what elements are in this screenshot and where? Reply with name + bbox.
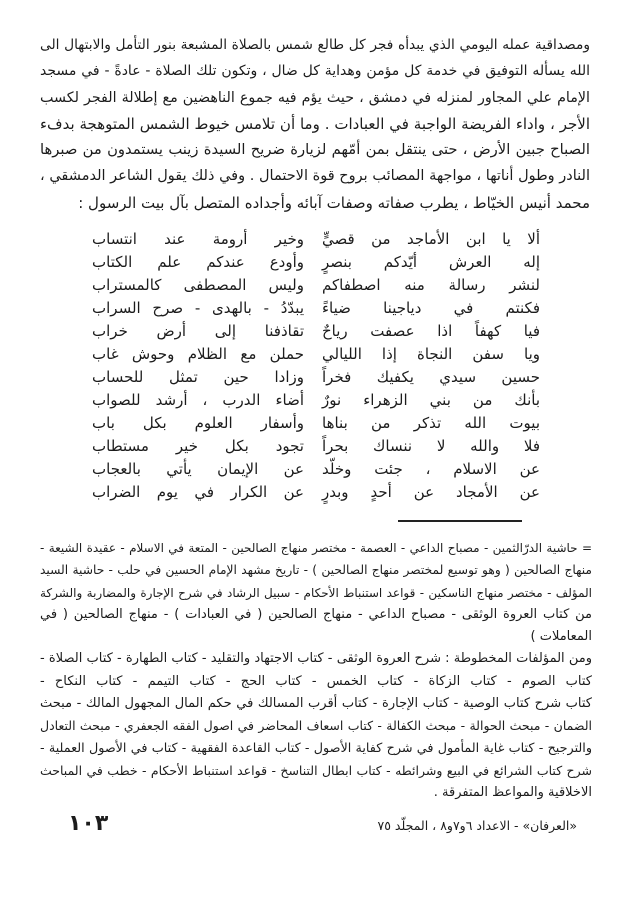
paragraph-line: النادر وطول أناتها ، مواجهة المصائب بروح قوة الاحتمال . وفي ذلك يقول الشاعر الدمشقي ،: [40, 168, 590, 185]
poem-first-hemistich: عن الاسلام ، جئت وخلّد: [322, 460, 540, 478]
footnote-line: كتاب شرح كتاب الوصية - كتاب الإجارة - كتاب أقرب المسالك في حكم المال المجهول المالك - مبحث: [40, 696, 592, 712]
footnote-line: شرح كتاب الشرائع في البيع وشرائطه - كتاب ابطال التناسخ - قواعد استنباط الأحكام - خطب في المباحث: [40, 762, 592, 778]
paragraph-line: محمد أنيس الخيّاط ، يطرب صفاته وصفات آبائه وأجداده المتصل بآل بيت الرسول :: [78, 193, 590, 212]
paragraph-line: ومصداقية عمله اليومي الذي يبدأه فجر كل طالع شمس بالصلاة المشبعة بنور التأمل والابتهال الى: [40, 37, 590, 53]
footnote-separator: [398, 520, 522, 522]
poem-verse: [92, 412, 540, 435]
poem-first-hemistich: فيا كهفاً اذا عصفت رياحٌ: [322, 322, 540, 340]
poem-second-hemistich: تجود بكل خير مستطاب: [92, 437, 304, 455]
poem-first-hemistich: فلا والله لا ننساك بحراً: [322, 437, 540, 455]
page-number: ١٠٣: [68, 811, 109, 836]
poem-verse: [92, 320, 540, 343]
poem-first-hemistich: فكنتم في دياجينا ضياءً: [322, 299, 540, 317]
footnote-line: ومن المؤلفات المخطوطة : شرح العروة الوثقى - كتاب الاجتهاد والتقليد - كتاب الطهارة - كتاب الصلاة -: [40, 651, 592, 667]
poem-verse: [92, 435, 540, 458]
poem-second-hemistich: أضاء الدرب ، أرشد للصواب: [92, 391, 304, 409]
journal-citation: «العرفان» - الاعداد ٦و٧و٨ ، المجلّد ٧٥: [377, 818, 577, 833]
poem-second-hemistich: وخير أرومة عند انتساب: [92, 230, 304, 248]
poem-first-hemistich: لنشر رسالة منه اصطفاكم: [322, 276, 540, 294]
poem-verse: [92, 343, 540, 366]
poem-first-hemistich: بيوت الله تذكر من بناها: [322, 414, 540, 432]
poem-verse: [92, 389, 540, 412]
poem-second-hemistich: وأودع عندكم علم الكتاب: [92, 253, 304, 271]
footnote-line: كتاب الصوم - كتاب الزكاة - كتاب الخمس - كتاب الحج - كتاب التيمم - كتاب النكاح -: [40, 673, 592, 689]
poem-second-hemistich: وليس المصطفى كالمستراب: [92, 276, 304, 294]
paragraph-line: الصباح جبين الأرض ، حتى ينتقل بمن أمّهم لزيارة ضريح السيدة زينب يستمدون من صبرها: [40, 141, 590, 159]
footnote-line: المؤلف - مختصر منهاج الناسكين - قواعد استنباط الأحكام - سبيل الرشاد في شرح الإجارة والمضاربة والشركة: [40, 585, 592, 600]
footnote-line: منهاج الصالحين ( وهو توسيع لمختصر منهاج الصالحين ) - تاريخ مشهد الإمام الحسين في حلب - حاشية السيد: [40, 563, 592, 578]
poem-first-hemistich: ويا سفن النجاة إذا الليالي: [322, 345, 540, 363]
footnote-line: والترجيح - كتاب غاية المأمول في شرح كفاية الأصول - كتاب القاعدة الفقهية - كتاب في الأصول العملية -: [40, 740, 592, 756]
poem-first-hemistich: ألا يا ابن الأماجد من قصيٍّ: [322, 230, 540, 248]
poem-second-hemistich: عن الكرار في يوم الضراب: [92, 483, 304, 501]
poem-first-hemistich: إله العرش أيّدكم بنصرٍ: [322, 253, 540, 271]
poem-verse: [92, 274, 540, 297]
poem-second-hemistich: عن الإيمان يأتي بالعجاب: [92, 460, 304, 478]
intro-paragraph: [40, 32, 590, 216]
footnote-line: = حاشية الدرّالثمين - مصباح الداعي - العصمة - مختصر منهاج الصالحين - المتعة في الاسلام - عقيدة الشيعة -: [40, 541, 592, 555]
footnote-line: من كتاب العروة الوثقى - مصباح الداعي - منهاج الصالحين ( في العبادات ) - منهاج الصالحين ( في: [40, 606, 592, 622]
poem-verse: [92, 366, 540, 389]
paragraph-line: الأجر ، واداء الفريضة الواجبة في العبادات . وما أن تلامس خيوط الشمس المتوهجة بدفء: [40, 114, 590, 133]
poem-verse: [92, 458, 540, 481]
footnote-line: المعاملات ): [530, 629, 592, 645]
poem-verse: [92, 297, 540, 320]
footnote-line: الاخلاقية والمواعظ المتفرقة .: [433, 785, 592, 801]
poem-first-hemistich: عن الأمجاد عن أحدٍ وبدرٍ: [322, 483, 540, 501]
poem-first-hemistich: بأنك من بني الزهراء نورٌ: [322, 391, 540, 409]
poem-verse: [92, 251, 540, 274]
footnotes: [40, 537, 592, 805]
poem-second-hemistich: حملن مع الظلام وحوش غاب: [92, 345, 304, 363]
poem-verse: [92, 481, 540, 504]
paragraph-line: الإمام علي المجاور لمنزله في دمشق ، حيث يؤم فيه جموع الناهضين مع إطلالة الفجر لكسب: [40, 89, 590, 106]
poem-second-hemistich: وأسفار العلوم بكل باب: [92, 414, 304, 432]
poem-second-hemistich: وزادا حين تمثل للحساب: [92, 368, 304, 386]
paragraph-line: الله يسأله التوفيق في خدمة كل مؤمن وهداية كل ضال ، وتكون تلك الصلاة - عادةً - في مسجد: [40, 63, 590, 80]
poem: [92, 228, 540, 504]
footnote-line: الضمان - مبحث الحوالة - مبحث الكفالة - كتاب اسعاف المحاضر في اصول الفقه الجعفري - مبحث التعادل: [40, 718, 592, 734]
poem-verse: [92, 228, 540, 251]
poem-second-hemistich: يبدّدُ - بالهدى - صرح السراب: [92, 299, 304, 317]
poem-first-hemistich: حسين سيدي يكفيك فخراً: [322, 368, 540, 386]
poem-second-hemistich: تقاذفنا إلى أرض خراب: [92, 322, 304, 340]
